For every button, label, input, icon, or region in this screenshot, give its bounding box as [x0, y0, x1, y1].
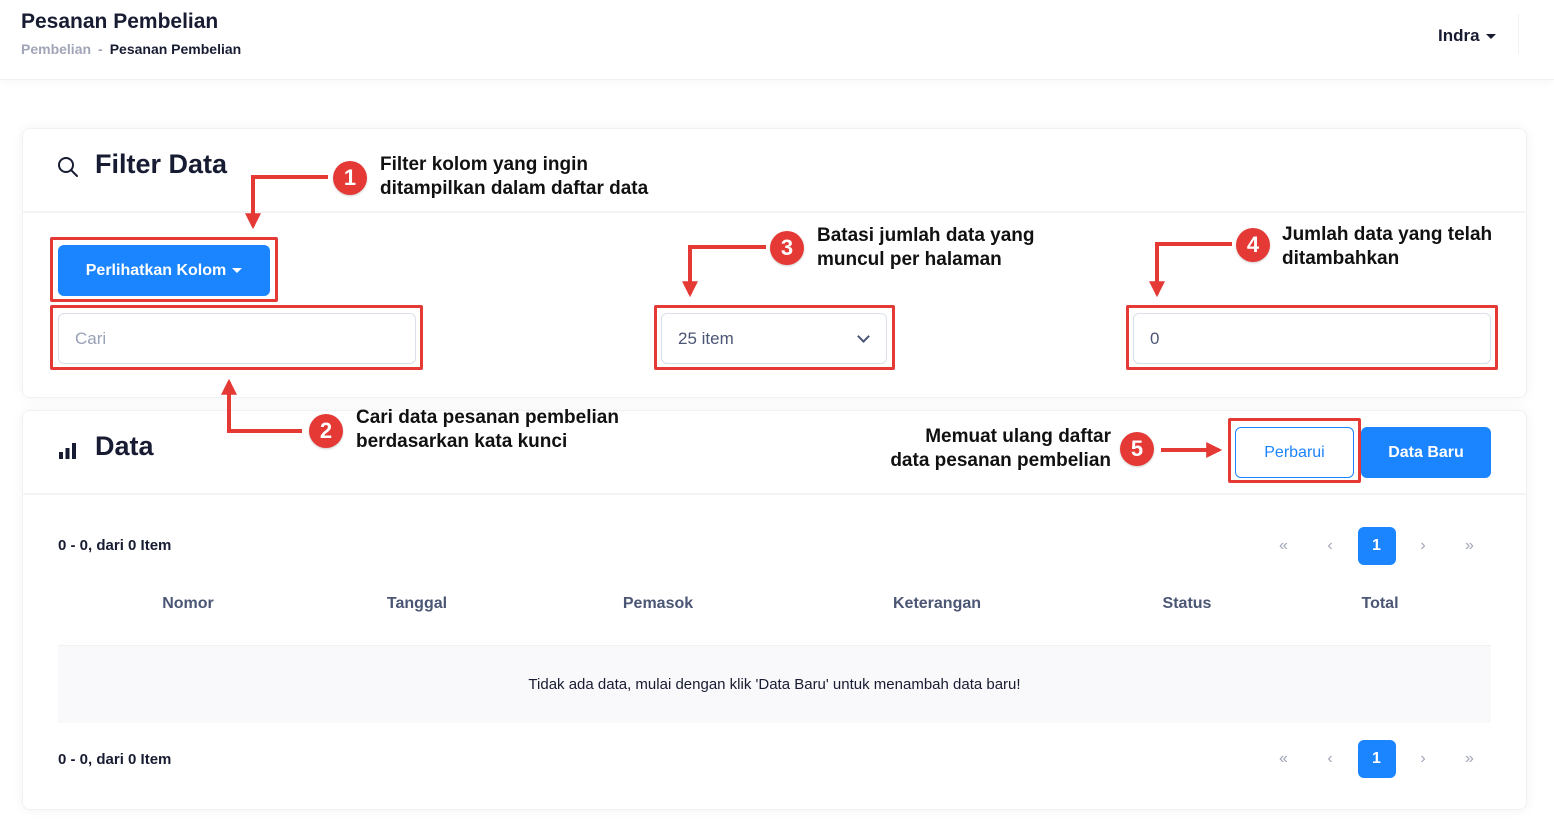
- empty-table-message: Tidak ada data, mulai dengan klik 'Data Baru' untuk menambah data baru!: [58, 645, 1491, 723]
- show-columns-button[interactable]: [58, 245, 270, 296]
- page-title: Pesanan Pembelian: [21, 10, 219, 33]
- search-input[interactable]: [58, 313, 416, 364]
- column-header-status[interactable]: Status: [1162, 595, 1212, 612]
- breadcrumb-current: Pesanan Pembelian: [109, 41, 242, 57]
- annotation-2-line2: berdasarkan kata kunci: [356, 431, 568, 452]
- pagination-top: [1256, 527, 1489, 565]
- user-menu-dropdown[interactable]: [1438, 26, 1496, 46]
- annotation-4-line2: ditambahkan: [1282, 248, 1400, 269]
- new-data-button[interactable]: [1361, 427, 1491, 478]
- column-header-tanggal[interactable]: Tanggal: [386, 595, 448, 612]
- item-limit-value: 25 item: [678, 328, 734, 348]
- first-page-button[interactable]: «: [1279, 537, 1288, 554]
- annotation-text-1: [380, 153, 648, 201]
- item-count-top: 0 - 0, dari 0 Item: [58, 537, 172, 554]
- pagination-bottom: [1256, 740, 1489, 778]
- annotation-5-line1: Memuat ulang daftar: [925, 426, 1111, 447]
- new-data-label: Data Baru: [1388, 443, 1464, 461]
- added-count-input[interactable]: [1133, 313, 1491, 364]
- filter-card-divider: [22, 211, 1527, 213]
- next-page-button[interactable]: ›: [1420, 537, 1426, 554]
- prev-page-button[interactable]: ‹: [1327, 750, 1333, 767]
- column-header-total[interactable]: Total: [1361, 595, 1399, 612]
- refresh-button[interactable]: Perbarui: [1235, 427, 1354, 478]
- annotation-3-line1: Batasi jumlah data yang: [817, 225, 1035, 246]
- last-page-button[interactable]: »: [1465, 750, 1474, 767]
- annotation-1-line1: Filter kolom yang ingin: [380, 154, 588, 175]
- annotation-1-line2: ditampilkan dalam daftar data: [380, 178, 649, 199]
- first-page-button[interactable]: «: [1279, 750, 1288, 767]
- data-card-divider: [22, 493, 1527, 495]
- annotation-2-line1: Cari data pesanan pembelian: [356, 407, 619, 428]
- breadcrumb-separator: -: [98, 41, 103, 57]
- annotation-text-2: [356, 406, 619, 454]
- column-header-nomor[interactable]: Nomor: [162, 595, 214, 612]
- search-icon: [56, 155, 80, 179]
- header-divider: [1518, 14, 1519, 54]
- column-header-pemasok[interactable]: Pemasok: [622, 595, 694, 612]
- breadcrumb: [21, 41, 241, 57]
- top-header: [0, 0, 1554, 80]
- next-page-button[interactable]: ›: [1420, 750, 1426, 767]
- annotation-badge-5: 5: [1120, 432, 1154, 466]
- column-header-keterangan[interactable]: Keterangan: [892, 595, 982, 612]
- chevron-down-icon: [857, 330, 870, 343]
- show-columns-label: Perlihatkan Kolom: [85, 261, 227, 279]
- annotation-badge-4: 4: [1236, 228, 1270, 262]
- caret-down-icon: [232, 268, 242, 273]
- annotation-badge-3: 3: [770, 231, 804, 265]
- annotation-5-line2: data pesanan pembelian: [890, 450, 1111, 471]
- annotation-3-line2: muncul per halaman: [817, 249, 1002, 270]
- annotation-text-4: [1282, 223, 1492, 271]
- filter-section-title: Filter Data: [95, 149, 228, 179]
- table-header: [58, 585, 1491, 625]
- last-page-button[interactable]: »: [1465, 537, 1474, 554]
- prev-page-button[interactable]: ‹: [1327, 537, 1333, 554]
- caret-down-icon: [1486, 34, 1496, 39]
- annotation-text-3: [817, 224, 1035, 272]
- annotation-badge-1: 1: [333, 161, 367, 195]
- current-page-button[interactable]: 1: [1358, 527, 1396, 565]
- current-page-button[interactable]: 1: [1358, 740, 1396, 778]
- annotation-text-5: [840, 425, 1111, 473]
- breadcrumb-parent-link[interactable]: Pembelian: [21, 41, 92, 57]
- bar-chart-icon: [58, 441, 80, 459]
- annotation-4-line1: Jumlah data yang telah: [1282, 224, 1493, 245]
- data-section-title: Data: [95, 431, 154, 461]
- item-limit-select[interactable]: [661, 313, 887, 364]
- item-count-bottom: 0 - 0, dari 0 Item: [58, 751, 172, 768]
- user-name: Indra: [1438, 26, 1480, 45]
- annotation-badge-2: 2: [309, 414, 343, 448]
